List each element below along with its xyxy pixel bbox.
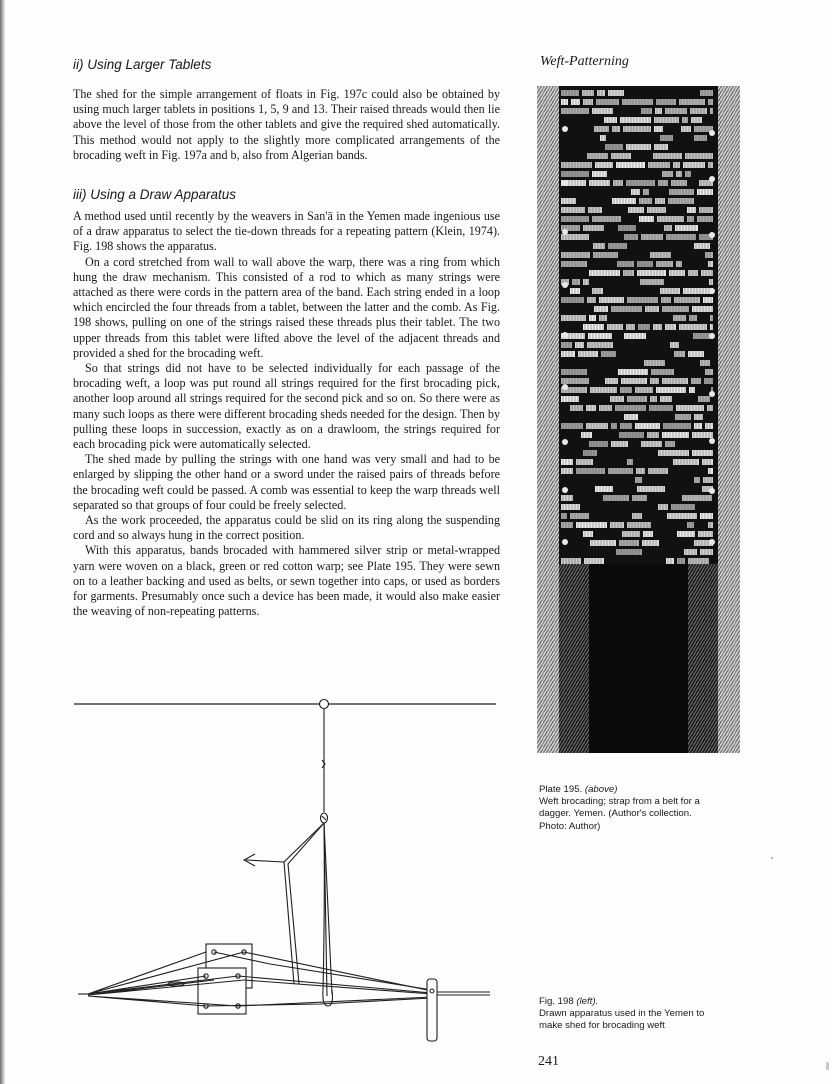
brocaded-band-image [537, 86, 740, 753]
caption-heading [539, 784, 749, 796]
section-body-larger-tablets [73, 87, 500, 163]
page-speck [771, 857, 773, 859]
caption-note: (above) [584, 784, 618, 795]
paragraph: The shed for the simple arrangement of floats in Fig. 197c could also be obtained by using much larger tablets in positions 1, 5, 9 and 13. Their raised threads would then lie above the level of those from the other tablets and give the required shed automatically. This method would not apply to the slightly more complicated arrangements of the brocading weft in Fig. 197a and b, also from Algerian bands. [73, 87, 500, 162]
plate-195-photograph [537, 86, 740, 753]
paragraph: On a cord stretched from wall to wall above the warp, there was a ring from which hung the draw mechanism. This consisted of a rod to which as many strings were attached as there were cords in the pattern area of the band. Each string ended in a loop which encircled the four threads from a tablet, between the latter and the comb. As Fig. 198 shows, pulling on one of the strings raised these threads plus their tablet. The two upper threads from this tablet were lifted above the level of the adjacent threads and provided a shed for the brocading weft. [73, 254, 500, 360]
running-head: Weft-Patterning [540, 54, 629, 69]
paragraph: With this apparatus, bands brocaded with hammered silver strip or metal-wrapped yarn were woven on a black, green or red cotton warp; see Plate 195. They were sewn on to a leather backing and used as belts, or sewn together into caps, or used as borders for garments. Presumably once such a device has been made, it would also make easier the weaving of non-repeating patterns. [73, 543, 500, 619]
figure-198-draw-apparatus-diagram [70, 694, 500, 1054]
paragraph: A method used until recently by the weavers in San'ā in the Yemen made ingenious use of a draw apparatus to select the tie-down threads for a repeating pattern (Klein, 1974). Fig. 198 shows the apparatus. [73, 209, 500, 254]
plate-caption [539, 784, 749, 833]
draw-apparatus-drawing [70, 694, 500, 1054]
figure-caption [539, 996, 749, 1033]
page-edge-mark [826, 1062, 829, 1070]
caption-label: Fig. 198 [539, 996, 574, 1007]
caption-line: Photo: Author) [539, 820, 601, 832]
paragraph: So that strings did not have to be selected individually for each passage of the brocading weft, a loop was put round all strings required for the first brocading pick, another loop around all strings required for the second pick and so on. So there were as many such loops as there were different brocading sheds needed for the design. Then by pulling these loops in succession, exactly as on a drawloom, the strings required for each brocading pick were automatically selected. [73, 361, 500, 452]
page-number: 241 [538, 1054, 559, 1069]
paragraph: As the work proceeded, the apparatus could be slid on its ring along the suspending cord and so always hung in the correct position. [73, 513, 500, 543]
caption-line: Drawn apparatus used in the Yemen to [539, 1008, 705, 1020]
section-heading-larger-tablets: ii) Using Larger Tablets [73, 57, 212, 72]
section-heading-draw-apparatus: iii) Using a Draw Apparatus [73, 187, 237, 202]
caption-heading [539, 996, 749, 1008]
caption-line: Weft brocading; strap from a belt for a [539, 796, 700, 808]
caption-note: (left). [576, 996, 599, 1007]
paragraph: The shed made by pulling the strings with one hand was very small and had to be enlarged by slipping the other hand or a sword under the raised pairs of threads before the brocading weft could be passed. A comb was essential to keep the warp threads well separated so that groups of four could be freely selected. [73, 452, 500, 512]
caption-line: make shed for brocading weft [539, 1020, 665, 1032]
section-body-draw-apparatus [73, 209, 500, 619]
caption-line: dagger. Yemen. (Author's collection. [539, 808, 692, 820]
caption-label: Plate 195. [539, 784, 583, 795]
book-spine-shadow [0, 0, 5, 1084]
